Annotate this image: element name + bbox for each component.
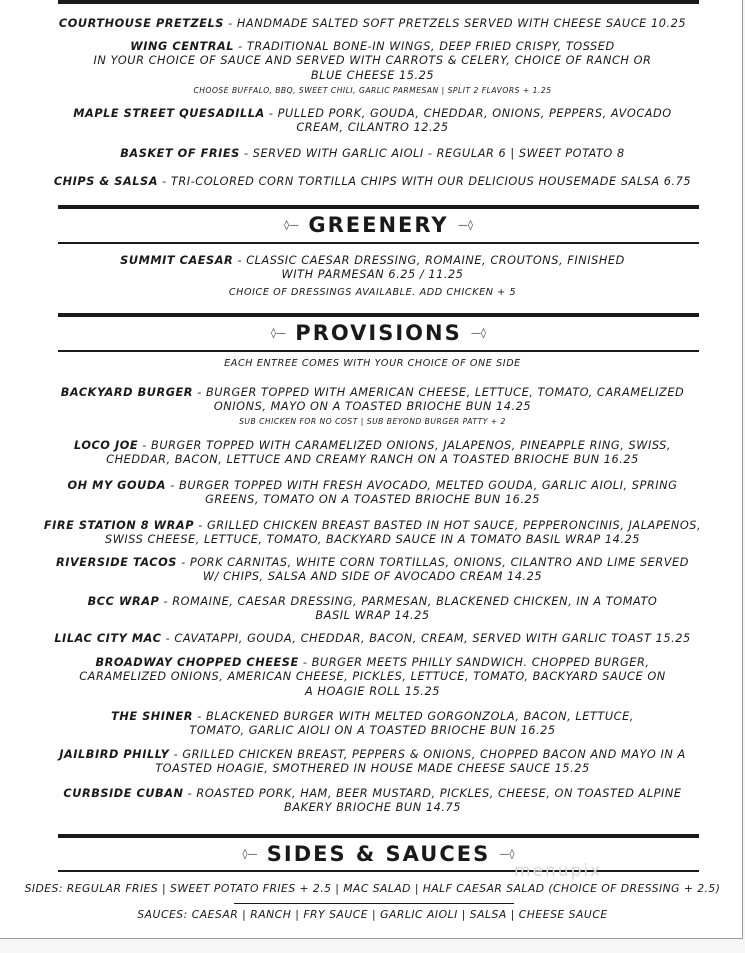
item-name: BCC WRAP: [87, 595, 160, 608]
greenery-rule-bottom: [58, 242, 699, 244]
menu-item-basket-of-fries: [40, 147, 705, 161]
menu-item-wing-central: [40, 40, 705, 83]
item-description: - CLASSIC CAESAR DRESSING, ROMAINE, CROUTONS, FINISHED: [233, 254, 625, 267]
menu-item-courthouse-pretzels: [40, 17, 705, 31]
item-description-line: BLUE CHEESE 15.25: [310, 68, 435, 82]
sides-rule-top: [58, 834, 699, 838]
sides-divider: [234, 903, 514, 904]
section-title: SIDES & SAUCES: [266, 842, 491, 866]
dressing-note: CHOICE OF DRESSINGS AVAILABLE. ADD CHICKEN + 5: [228, 287, 517, 298]
section-heading-provisions: [58, 320, 699, 347]
menu-item-backyard-burger: [40, 386, 705, 415]
item-description-line: ONIONS, MAYO ON A TOASTED BRIOCHE BUN 14.25: [213, 400, 532, 414]
menu-item-maple-street-quesadilla: [40, 107, 705, 136]
item-name: WING CENTRAL: [130, 40, 235, 53]
item-name: OH MY GOUDA: [67, 479, 167, 492]
menu-item-fire-station-8-wrap: [40, 519, 705, 548]
item-description: - SERVED WITH GARLIC AIOLI - REGULAR 6 | SWEET POTATO 8: [239, 147, 625, 160]
provisions-intro: EACH ENTREE COMES WITH YOUR CHOICE OF ONE SIDE: [224, 358, 521, 369]
menu-item-the-shiner: [40, 710, 705, 739]
sauces-list: SAUCES: CAESAR | RANCH | FRY SAUCE | GARLIC AIOLI | SALSA | CHEESE SAUCE: [137, 908, 608, 921]
item-description-line: CARAMELIZED ONIONS, AMERICAN CHEESE, PICKLES, LETTUCE, TOMATO, BACKYARD SAUCE ON: [79, 670, 666, 684]
item-description: - GRILLED CHICKEN BREAST BASTED IN HOT SAUCE, PEPPERONCINIS, JALAPENOS,: [194, 519, 702, 532]
item-description: - BURGER TOPPED WITH FRESH AVOCADO, MELTED GOUDA, GARLIC AIOLI, SPRING: [166, 479, 678, 492]
ornament-right-icon: —◊: [457, 220, 473, 231]
menu-item-summit-caesar: [40, 254, 705, 283]
item-name: BASKET OF FRIES: [120, 147, 240, 160]
item-description: - HANDMADE SALTED SOFT PRETZELS SERVED WITH CHEESE SAUCE 10.25: [223, 17, 687, 30]
ornament-left-icon: ◊—: [284, 220, 300, 231]
item-name: LILAC CITY MAC: [54, 632, 162, 645]
item-description: - PULLED PORK, GOUDA, CHEDDAR, ONIONS, PEPPERS, AVOCADO: [264, 107, 672, 120]
item-name: FIRE STATION 8 WRAP: [43, 519, 195, 532]
item-description-line: TOMATO, GARLIC AIOLI ON A TOASTED BRIOCHE BUN 16.25: [189, 724, 556, 738]
item-description: - BURGER TOPPED WITH CARAMELIZED ONIONS, JALAPENOS, PINEAPPLE RING, SWISS,: [138, 439, 672, 452]
item-name: SUMMIT CAESAR: [120, 254, 234, 267]
item-description-line: SWISS CHEESE, LETTUCE, TOMATO, BACKYARD SAUCE IN A TOMATO BASIL WRAP 14.25: [104, 533, 641, 547]
section-title: GREENERY: [308, 213, 449, 237]
item-description-line: BASIL WRAP 14.25: [315, 609, 430, 623]
item-description-line: IN YOUR CHOICE OF SAUCE AND SERVED WITH CARROTS & CELERY, CHOICE OF RANCH OR: [93, 54, 652, 68]
provisions-rule-bottom: [58, 350, 699, 352]
item-description-line: GREENS, TOMATO ON A TOASTED BRIOCHE BUN 16.25: [205, 493, 540, 507]
item-name: CHIPS & SALSA: [53, 175, 159, 188]
item-description-line: A HOAGIE ROLL 15.25: [305, 684, 440, 698]
ornament-right-icon: —◊: [499, 849, 515, 860]
ornament-right-icon: —◊: [471, 328, 486, 339]
item-description-line: WITH PARMESAN 6.25 / 11.25: [281, 268, 464, 282]
burger-sub-note: SUB CHICKEN FOR NO COST | SUB BEYOND BURGER PATTY + 2: [239, 417, 506, 426]
menu-item-loco-joe: [40, 439, 705, 468]
item-name: COURTHOUSE PRETZELS: [58, 17, 224, 30]
section-heading-sides-sauces: [58, 841, 699, 868]
sides-rule-bottom: [58, 870, 699, 872]
item-name: JAILBIRD PHILLY: [59, 748, 170, 761]
item-description: - GRILLED CHICKEN BREAST, PEPPERS & ONIONS, CHOPPED BACON AND MAYO IN A: [169, 748, 686, 761]
item-description: - BLACKENED BURGER WITH MELTED GORGONZOLA, BACON, LETTUCE,: [193, 710, 634, 723]
item-description: - ROMAINE, CAESAR DRESSING, PARMESAN, BLACKENED CHICKEN, IN A TOMATO: [159, 595, 658, 608]
greenery-rule-top: [58, 205, 699, 209]
top-rule: [58, 0, 699, 4]
menu-item-lilac-city-mac: [40, 632, 705, 646]
item-description: - BURGER MEETS PHILLY SANDWICH. CHOPPED BURGER,: [298, 656, 650, 669]
ornament-left-icon: ◊—: [271, 328, 286, 339]
wing-flavor-note: CHOOSE BUFFALO, BBQ, SWEET CHILI, GARLIC PARMESAN | SPLIT 2 FLAVORS + 1.25: [193, 86, 552, 95]
ornament-left-icon: ◊—: [242, 849, 258, 860]
item-name: BACKYARD BURGER: [60, 386, 194, 399]
provisions-rule-top: [58, 313, 699, 317]
item-description-line: W/ CHIPS, SALSA AND SIDE OF AVOCADO CREAM 14.25: [202, 570, 543, 584]
menu-item-bcc-wrap: [40, 595, 705, 624]
item-name: BROADWAY CHOPPED CHEESE: [95, 656, 299, 669]
item-description-line: CHEDDAR, BACON, LETTUCE AND CREAMY RANCH ON A TOASTED BRIOCHE BUN 16.25: [106, 453, 639, 467]
menu-item-chips-salsa: [40, 175, 705, 189]
item-name: CURBSIDE CUBAN: [63, 787, 184, 800]
item-description: - BURGER TOPPED WITH AMERICAN CHEESE, LETTUCE, TOMATO, CARAMELIZED: [193, 386, 685, 399]
item-description: - CAVATAPPI, GOUDA, CHEDDAR, BACON, CREAM, SERVED WITH GARLIC TOAST 15.25: [161, 632, 691, 645]
watermark: menupix: [514, 861, 603, 881]
item-description-line: CREAM, CILANTRO 12.25: [296, 121, 449, 135]
item-description: - TRI-COLORED CORN TORTILLA CHIPS WITH OUR DELICIOUS HOUSEMADE SALSA 6.75: [158, 175, 692, 188]
menu-item-curbside-cuban: [40, 787, 705, 816]
section-heading-greenery: [58, 212, 699, 239]
item-name: RIVERSIDE TACOS: [56, 556, 177, 569]
item-name: LOCO JOE: [73, 439, 139, 452]
item-description-line: BAKERY BRIOCHE BUN 14.75: [284, 801, 461, 815]
item-description: - TRADITIONAL BONE-IN WINGS, DEEP FRIED CRISPY, TOSSED: [234, 40, 615, 53]
sides-list: SIDES: REGULAR FRIES | SWEET POTATO FRIES + 2.5 | MAC SALAD | HALF CAESAR SALAD (CHOICE OF DRESSING + 2.5): [24, 882, 721, 895]
item-name: THE SHINER: [111, 710, 194, 723]
menu-item-oh-my-gouda: [40, 479, 705, 508]
item-description: - ROASTED PORK, HAM, BEER MUSTARD, PICKLES, CHEESE, ON TOASTED ALPINE: [183, 787, 682, 800]
section-title: PROVISIONS: [295, 321, 462, 345]
item-name: MAPLE STREET QUESADILLA: [73, 107, 265, 120]
menu-item-jailbird-philly: [40, 748, 705, 777]
item-description-line: TOASTED HOAGIE, SMOTHERED IN HOUSE MADE CHEESE SAUCE 15.25: [155, 762, 590, 776]
menu-item-broadway-chopped-cheese: [40, 656, 705, 699]
item-description: - PORK CARNITAS, WHITE CORN TORTILLAS, ONIONS, CILANTRO AND LIME SERVED: [176, 556, 689, 569]
menu-item-riverside-tacos: [40, 556, 705, 585]
